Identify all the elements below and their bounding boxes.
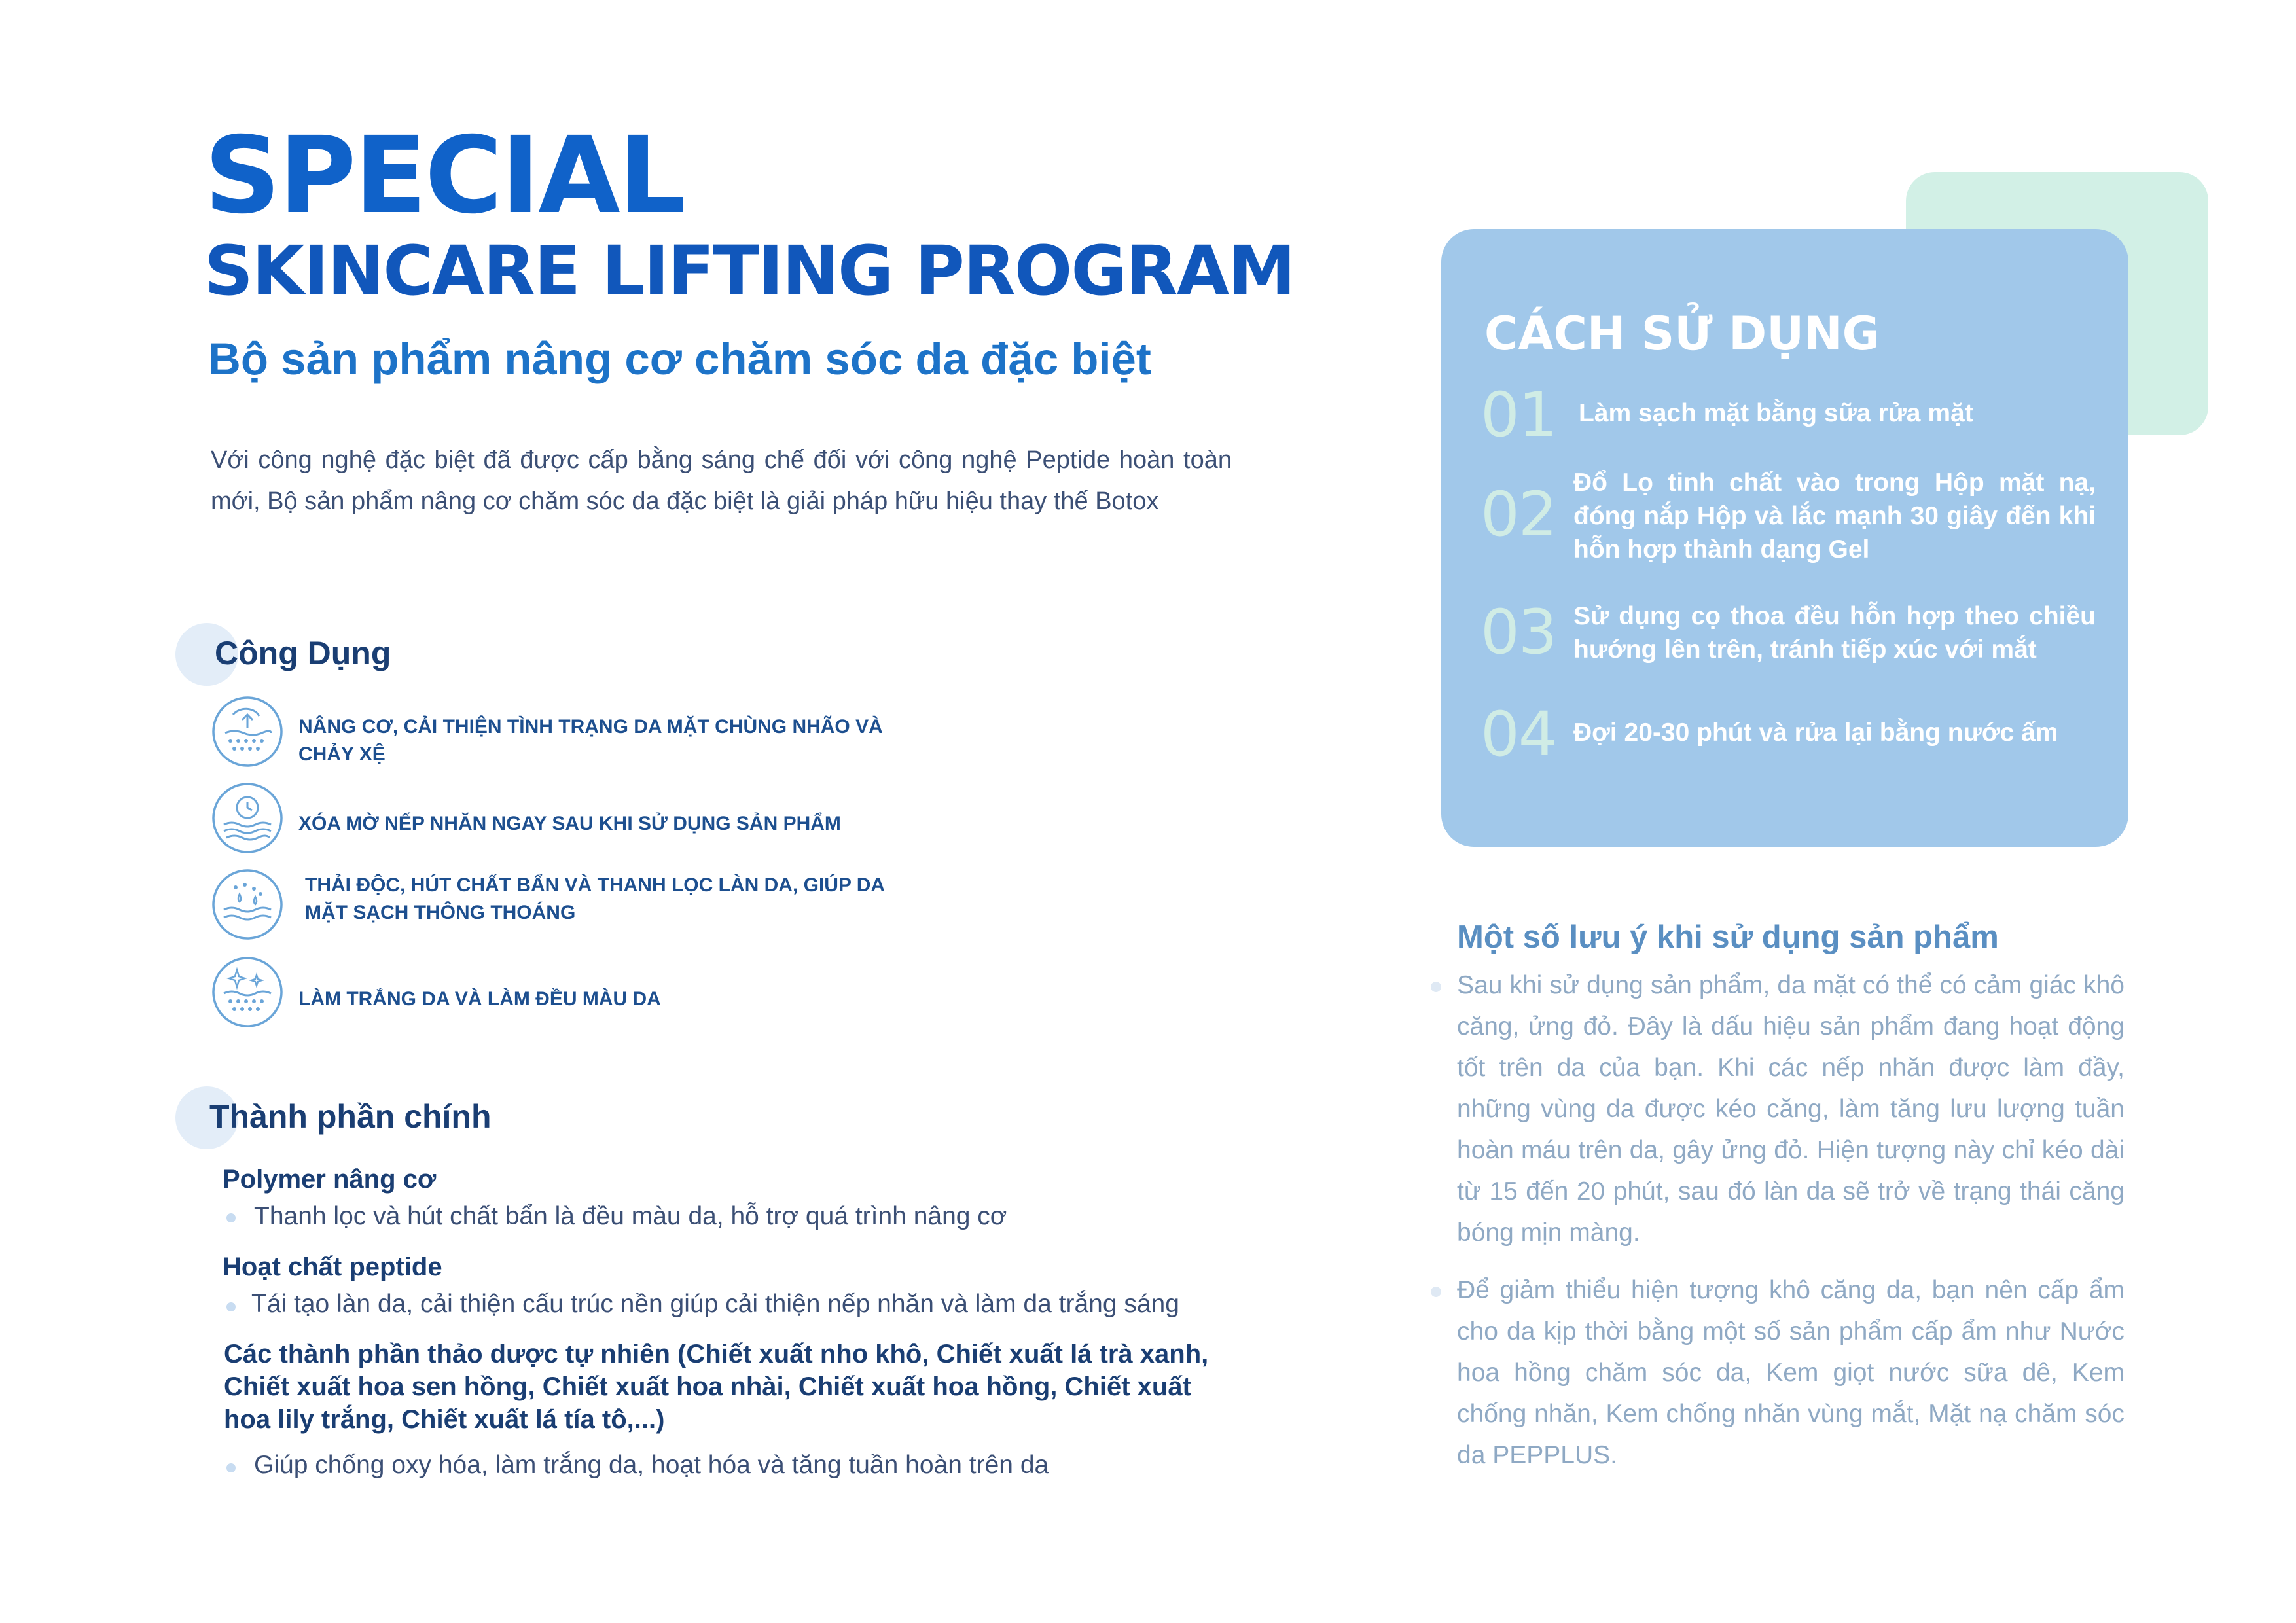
skin-lift-icon bbox=[211, 695, 284, 768]
benefit-text: LÀM TRẮNG DA VÀ LÀM ĐỀU MÀU DA bbox=[298, 988, 661, 1010]
detox-skin-icon bbox=[211, 868, 284, 941]
note-paragraph: Để giảm thiểu hiện tượng khô căng da, bạn nên cấp ẩm cho da kịp thời bằng một số sản phẩm cấp ẩm như Nước hoa hồng chăm sóc da, Kem giọt nước sữa dê, Kem chống nhăn, Kem chống nhăn vùng mắt, Mặt nạ chăm sóc da PEPPLUS. bbox=[1457, 1276, 2125, 1469]
step-text: Làm sạch mặt bằng sữa rửa mặt bbox=[1579, 399, 1973, 427]
title-line-1: SPECIAL bbox=[204, 115, 684, 238]
note-paragraph: Sau khi sử dụng sản phẩm, da mặt có thể có cảm giác khô căng, ửng đỏ. Đây là dấu hiệu sản phẩm đang hoạt động tốt trên da của bạn. Khi các nếp nhăn được làm đầy, những vùng da được kéo căng, làm tăng lưu lượng tuần hoàn máu trên da, gây ửng đỏ. Hiện tượng này chỉ kéo dài từ 15 đến 20 phút, sau đó làn da sẽ trở về trạng thái căng bóng mịn màng. bbox=[1457, 971, 2125, 1247]
title-line-2: SKINCARE LIFTING PROGRAM bbox=[204, 231, 1295, 311]
benefit-text: NÂNG CƠ, CẢI THIỆN TÌNH TRẠNG DA MẶT CHÙNG NHÃO VÀ CHẢY XỆ bbox=[298, 716, 883, 765]
ingredient-name: Polymer nâng cơ bbox=[223, 1165, 437, 1194]
step-number: 04 bbox=[1480, 699, 1556, 770]
step-number: 03 bbox=[1480, 597, 1556, 668]
ingredient-description: Giúp chống oxy hóa, làm trắng da, hoạt hóa và tăng tuần hoàn trên da bbox=[254, 1451, 1049, 1479]
ingredients-heading: Thành phần chính bbox=[209, 1098, 492, 1135]
bullet-dot bbox=[226, 1302, 236, 1311]
notes-heading: Một số lưu ý khi sử dụng sản phẩm bbox=[1457, 919, 1999, 955]
step-text: Đợi 20-30 phút và rửa lại bằng nước ấm bbox=[1573, 719, 2058, 747]
benefit-text: XÓA MỜ NẾP NHĂN NGAY SAU KHI SỬ DỤNG SẢN PHẨM bbox=[298, 813, 841, 834]
usage-title: CÁCH SỬ DỤNG bbox=[1484, 307, 1880, 361]
ingredient-description: Tái tạo làn da, cải thiện cấu trúc nền giúp cải thiện nếp nhăn và làm da trắng sáng bbox=[251, 1290, 1179, 1318]
intro-paragraph: Với công nghệ đặc biệt đã được cấp bằng sáng chế đối với công nghệ Peptide hoàn toàn mới, Bộ sản phẩm nâng cơ chăm sóc da đặc biệt là giải pháp hữu hiệu thay thế Botox bbox=[211, 446, 1232, 515]
bullet-dot bbox=[226, 1463, 236, 1472]
benefits-heading: Công Dụng bbox=[215, 635, 391, 671]
bullet-dot bbox=[1431, 1287, 1441, 1297]
step-text: Đổ Lọ tinh chất vào trong Hộp mặt nạ, đóng nắp Hộp và lắc mạnh 30 giây đến khi hỗn hợp thành dạng Gel bbox=[1573, 469, 2096, 563]
bullet-dot bbox=[226, 1213, 236, 1222]
step-number: 02 bbox=[1480, 479, 1556, 550]
step-number: 01 bbox=[1480, 380, 1556, 451]
ingredient-description: Thanh lọc và hút chất bẩn là đều màu da, hỗ trợ quá trình nâng cơ bbox=[254, 1202, 1007, 1230]
step-text: Sử dụng cọ thoa đều hỗn hợp theo chiều hướng lên trên, tránh tiếp xúc với mắt bbox=[1573, 602, 2096, 664]
page-subtitle: Bộ sản phẩm nâng cơ chăm sóc da đặc biệt bbox=[208, 334, 1151, 384]
bullet-dot bbox=[1431, 982, 1441, 992]
ingredient-name: Hoạt chất peptide bbox=[223, 1253, 442, 1281]
benefit-text: THẢI ĐỘC, HÚT CHẤT BẨN VÀ THANH LỌC LÀN DA, GIÚP DA MẶT SẠCH THÔNG THOÁNG bbox=[305, 874, 884, 923]
ingredient-name: Các thành phần thảo dược tự nhiên (Chiết xuất nho khô, Chiết xuất lá trà xanh, Chiết xuất hoa sen hồng, Chiết xuất hoa nhài, Chiết xuất hoa hồng, Chiết xuất hoa lily trắng, Chiết xuất lá tía tô,...) bbox=[224, 1340, 1209, 1434]
clock-skin-icon bbox=[211, 781, 284, 855]
sparkle-skin-icon bbox=[211, 955, 284, 1029]
